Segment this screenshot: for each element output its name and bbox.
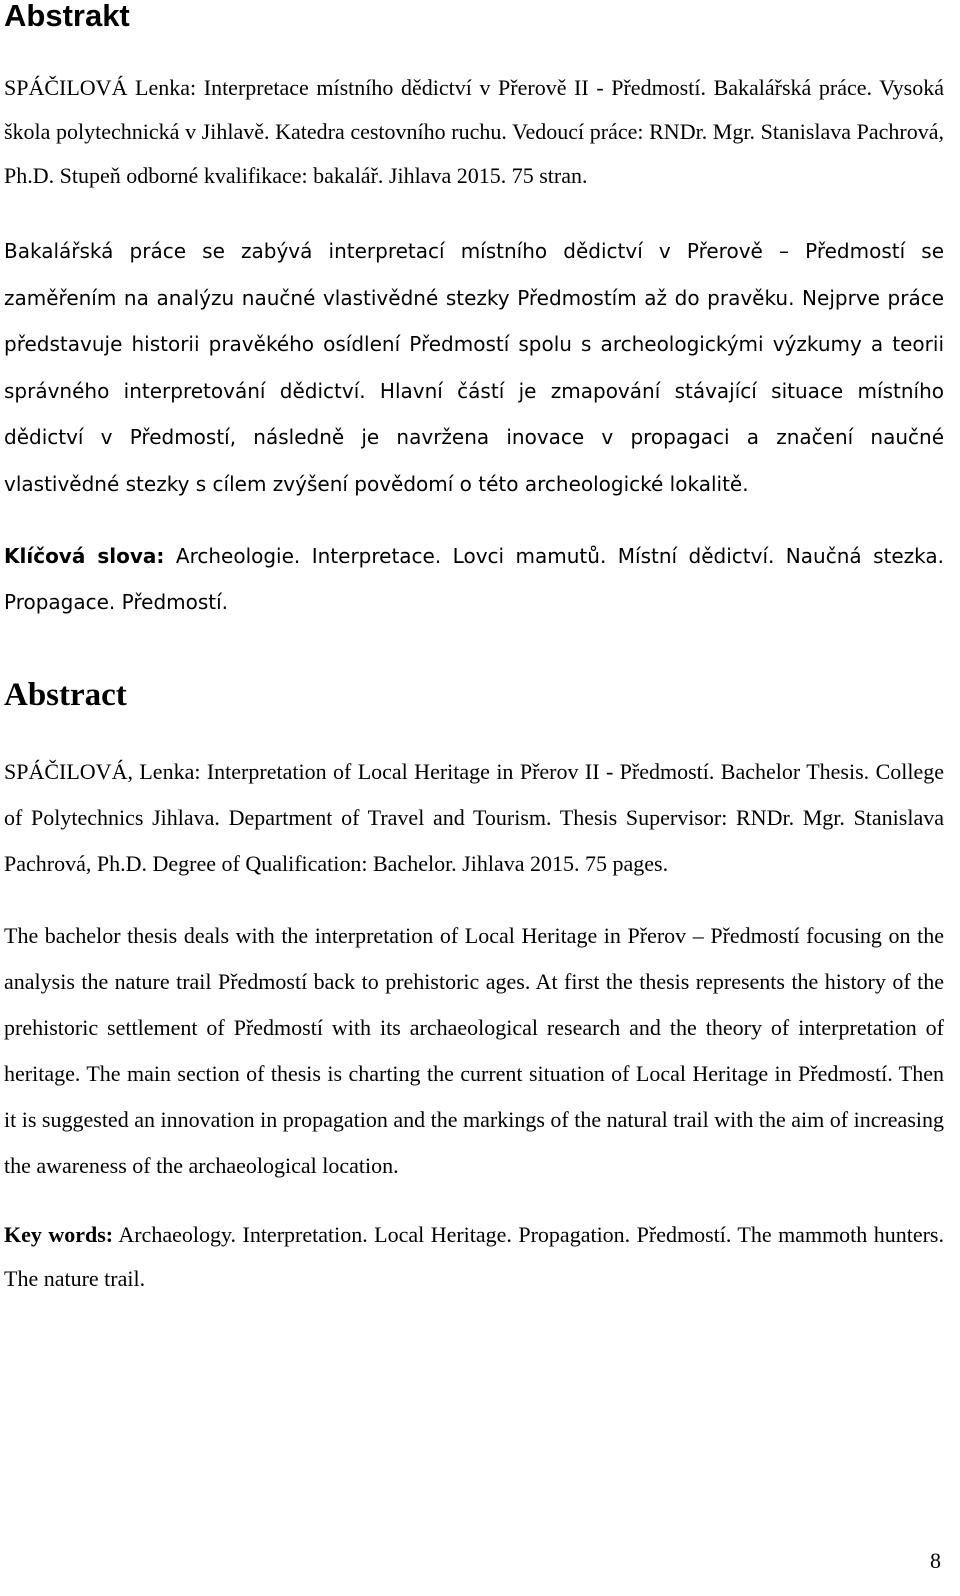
english-citation: SPÁČILOVÁ, Lenka: Interpretation of Local Heritage in Přerov II - Předmostí. Bachelor Thesis. College of Polytechnics Jihlava. Department of Travel and Tourism. Thesis Supervisor: RNDr. Mgr. Stanislava Pachrová, Ph.D. Degree of Qualification: Bachelor. Jihlava 2015. 75 pages. bbox=[4, 759, 944, 876]
document-page bbox=[4, 0, 944, 1301]
english-keywords-list: Archaeology. Interpretation. Local Heritage. Propagation. Předmostí. The mammoth hunters. The nature trail. bbox=[4, 1222, 944, 1291]
czech-keywords-label: Klíčová slova: bbox=[4, 544, 165, 568]
page-number: 8 bbox=[930, 1548, 941, 1573]
czech-keywords bbox=[4, 533, 944, 625]
english-keywords-label: Key words: bbox=[4, 1222, 114, 1247]
czech-abstract-body: Bakalářská práce se zabývá interpretací místního dědictví v Přerově – Předmostí se zaměřením na analýzu naučné vlastivědné stezky Předmostím až do pravěku. Nejprve práce představuje historii pravěkého osídlení Předmostí spolu s archeologickými výzkumy a teorii správného interpretování dědictví. Hlavní částí je zmapování stávající situace místního dědictví v Předmostí, následně je navržena inovace v propagaci a značení naučné vlastivědné stezky s cílem zvýšení povědomí o této archeologické lokalitě. bbox=[4, 239, 944, 496]
czech-keywords-list: Archeologie. Interpretace. Lovci mamutů. Místní dědictví. Naučná stezka. Propagace. Předmostí. bbox=[4, 544, 944, 614]
czech-citation: SPÁČILOVÁ Lenka: Interpretace místního dědictví v Přerově II - Předmostí. Bakalářská práce. Vysoká škola polytechnická v Jihlavě. Katedra cestovního ruchu. Vedoucí práce: RNDr. Mgr. Stanislava Pachrová, Ph.D. Stupeň odborné kvalifikace: bakalář. Jihlava 2015. 75 stran. bbox=[4, 75, 944, 188]
english-heading: Abstract bbox=[4, 677, 127, 713]
czech-heading: Abstrakt bbox=[4, 0, 130, 33]
english-keywords bbox=[4, 1213, 944, 1301]
english-abstract-body: The bachelor thesis deals with the interpretation of Local Heritage in Přerov – Předmostí focusing on the analysis the nature trail Předmostí back to prehistoric ages. At first the thesis represents the history of the prehistoric settlement of Předmostí with its archaeological research and the theory of interpretation of heritage. The main section of thesis is charting the current situation of Local Heritage in Předmostí. Then it is suggested an innovation in propagation and the markings of the natural trail with the aim of increasing the awareness of the archaeological location. bbox=[4, 923, 944, 1178]
